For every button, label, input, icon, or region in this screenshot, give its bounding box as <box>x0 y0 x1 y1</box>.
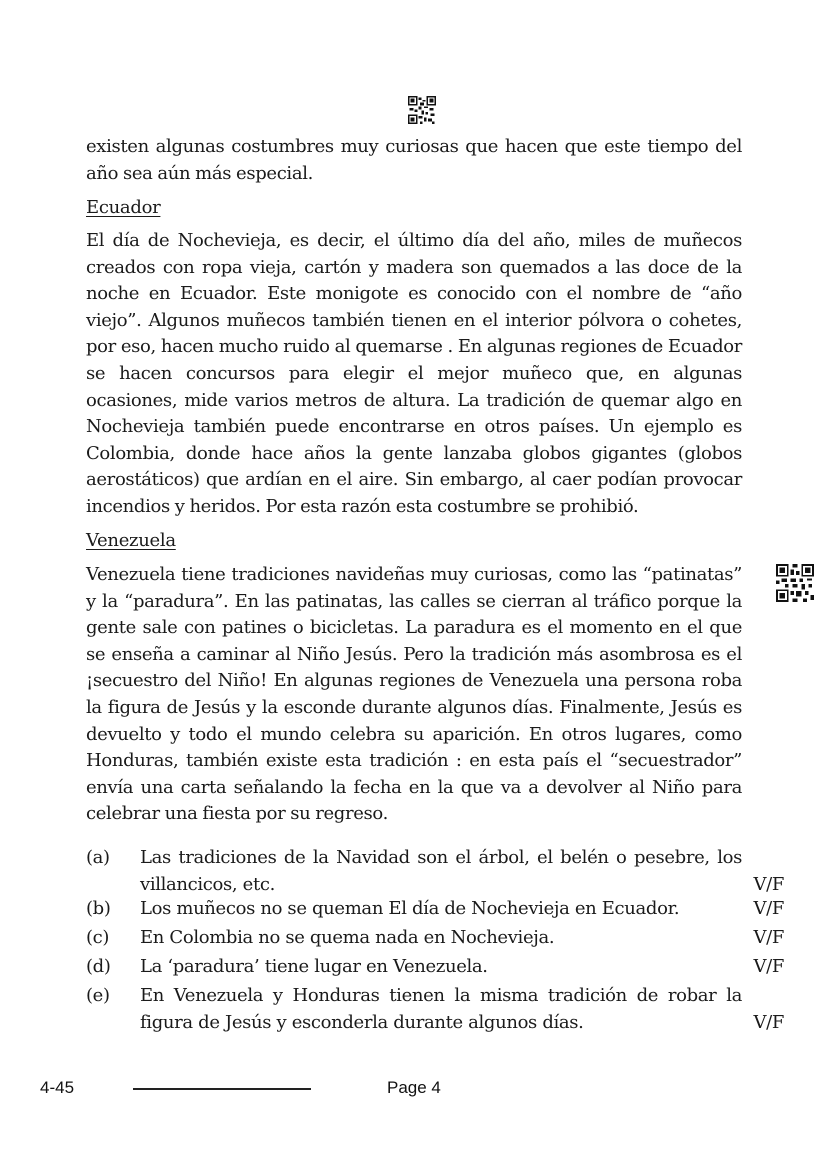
question-item-d <box>86 953 784 980</box>
question-text: La ‘paradura’ tiene lugar en Venezuela. <box>140 956 488 977</box>
question-item-c <box>86 924 784 951</box>
question-item-e <box>86 982 784 1036</box>
question-letter: (c) <box>86 927 110 948</box>
section-body-ecuador: El día de Nochevieja, es decir, el último día del año, miles de muñecos creados con ropa vieja, cartón y madera son quemados a las doce de la noche en Ecuador. Este monigote es conocido con el nombre de “año viejo”. Algunos muñecos también tienen en el interior pólvora o cohetes, por eso, hacen mucho ruido al quemarse . En algunas regiones de Ecuador se hacen concursos para elegir el mejor muñeco que, en algunas ocasiones, mide varios metros de altura. La tradición de quemar algo en Nochevieja también puede encontrarse en otros países. Un ejemplo es Colombia, donde hace años la gente lanzaba globos gigantes (globos aerostáticos) que ardían en el aire. Sin embargo, al caer podían provocar incendios y heridos. Por esta razón esta costumbre se prohibió. <box>86 230 742 517</box>
true-false-marker: V/F <box>753 927 784 948</box>
qr-code-icon <box>408 96 436 124</box>
paper-code: 4-45 <box>40 1078 75 1097</box>
question-letter: (d) <box>86 956 111 977</box>
section-heading-ecuador: Ecuador <box>86 197 161 218</box>
question-letter: (e) <box>86 985 110 1006</box>
true-false-marker: V/F <box>753 1012 784 1033</box>
question-text: Las tradiciones de la Navidad son el árbol, el belén o pesebre, los villancicos, etc. <box>140 847 742 895</box>
question-item-b <box>86 895 784 922</box>
question-text: Los muñecos no se queman El día de Nochevieja en Ecuador. <box>140 898 680 919</box>
section-heading-venezuela: Venezuela <box>86 530 176 551</box>
question-letter: (b) <box>86 898 111 919</box>
true-false-marker: V/F <box>753 874 784 895</box>
true-false-marker: V/F <box>753 956 784 977</box>
intro-paragraph: existen algunas costumbres muy curiosas que hacen que este tiempo del año sea aún más especial. <box>86 136 742 184</box>
true-false-marker: V/F <box>753 898 784 919</box>
question-letter: (a) <box>86 847 110 868</box>
question-text: En Venezuela y Honduras tienen la misma tradición de robar la figura de Jesús y esconderla durante algunos días. <box>140 985 742 1033</box>
question-item-a <box>86 844 784 898</box>
qr-code-icon <box>776 563 814 603</box>
footer-divider <box>133 1088 311 1090</box>
page-number: Page 4 <box>387 1078 441 1097</box>
question-text: En Colombia no se quema nada en Nochevieja. <box>140 927 555 948</box>
section-body-venezuela: Venezuela tiene tradiciones navideñas muy curiosas, como las “patinatas” y la “paradura”. En las patinatas, las calles se cierran al tráfico porque la gente sale con patines o bicicletas. La paradura es el momento en el que se enseña a caminar al Niño Jesús. Pero la tradición más asombrosa es el ¡secuestro del Niño! En algunas regiones de Venezuela una persona roba la figura de Jesús y la esconde durante algunos días. Finalmente, Jesús es devuelto y todo el mundo celebra su aparición. En otros lugares, como Honduras, también existe esta tradición : en esta país el “secuestrador” envía una carta señalando la fecha en la que va a devolver al Niño para celebrar una fiesta por su regreso. <box>86 564 742 825</box>
